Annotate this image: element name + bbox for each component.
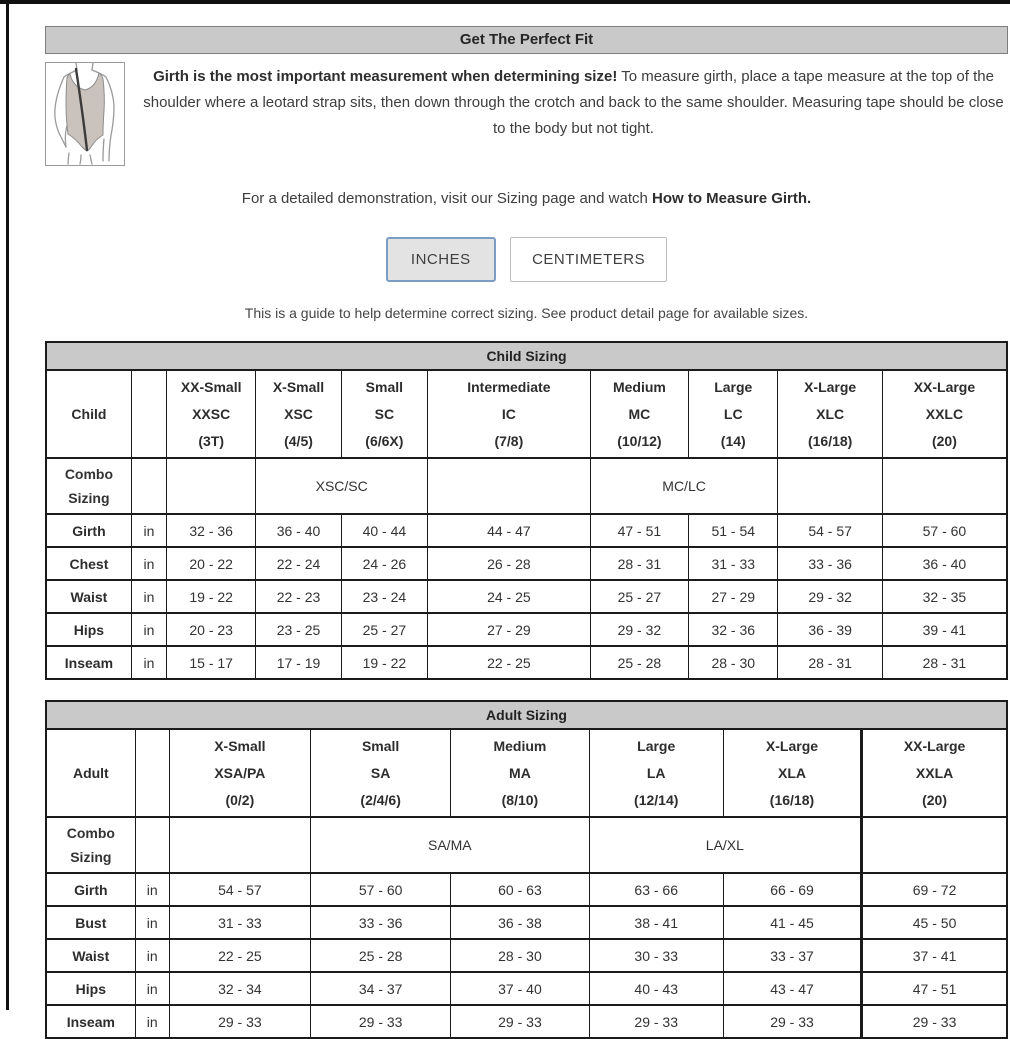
combo-size-value: LA/XL: [589, 817, 862, 873]
measurement-value: 31 - 33: [169, 906, 310, 939]
measurement-value: 29 - 33: [451, 1005, 589, 1038]
girth-instructions-bold: Girth is the most important measurement when determining size!: [153, 68, 618, 85]
measurement-label: Inseam: [46, 646, 131, 679]
combo-sizing-label: Combo Sizing: [46, 817, 135, 873]
adult-group-label: Adult: [46, 729, 135, 817]
measurement-label: Girth: [46, 514, 131, 547]
combo-size-value: MC/LC: [590, 458, 778, 514]
measurement-value: 29 - 33: [589, 1005, 723, 1038]
combo-sizing-label: Combo Sizing: [46, 458, 131, 514]
measurement-label: Girth: [46, 873, 135, 906]
adult-table-title-row: [46, 701, 1007, 729]
measurement-value: 28 - 30: [689, 646, 778, 679]
size-header: Medium MA (8/10): [451, 729, 589, 817]
measurement-value: 36 - 40: [882, 547, 1007, 580]
measurement-value: 54 - 57: [169, 873, 310, 906]
child-size-header-row: [46, 370, 1007, 458]
adult-row-hips: [46, 972, 1007, 1005]
child-row-waist: [46, 580, 1007, 613]
child-sizing-table-container: [45, 341, 1008, 680]
measurement-value: 37 - 40: [451, 972, 589, 1005]
sizing-guide-page: [45, 26, 1008, 1039]
measurement-value: 69 - 72: [862, 873, 1007, 906]
measurement-value: 28 - 30: [451, 939, 589, 972]
girth-instructions-rest: To measure girth, place a tape measure at the top of the shoulder where a leotard strap sits, then down through the crotch and back to the same shoulder. Measuring tape should be close to the body but not tight.: [143, 68, 1004, 137]
measurement-value: 28 - 31: [882, 646, 1007, 679]
child-table-title-row: [46, 342, 1007, 370]
measurement-value: 57 - 60: [311, 873, 451, 906]
child-table-title: Child Sizing: [46, 342, 1007, 370]
measurement-label: Waist: [46, 580, 131, 613]
measurement-value: 33 - 37: [723, 939, 861, 972]
size-header: Small SA (2/4/6): [311, 729, 451, 817]
sizing-note: This is a guide to help determine correct sizing. See product detail page for available sizes.: [244, 305, 809, 321]
measurement-label: Chest: [46, 547, 131, 580]
demo-instructions: [45, 190, 1008, 207]
measurement-label: Inseam: [46, 1005, 135, 1038]
child-row-chest: [46, 547, 1007, 580]
measurement-value: 36 - 38: [451, 906, 589, 939]
adult-sizing-table: [45, 700, 1008, 1039]
measurement-value: 38 - 41: [589, 906, 723, 939]
measurement-value: 66 - 69: [723, 873, 861, 906]
child-combo-sizing-row: [46, 458, 1007, 514]
leotard-girth-diagram: [45, 62, 125, 166]
measurement-value: 41 - 45: [723, 906, 861, 939]
unit-column-header: [131, 370, 166, 458]
measurement-value: 40 - 43: [589, 972, 723, 1005]
measurement-value: 51 - 54: [689, 514, 778, 547]
measurement-value: 37 - 41: [862, 939, 1007, 972]
combo-empty-cell: [428, 458, 591, 514]
adult-combo-sizing-row: [46, 817, 1007, 873]
unit-cell: in: [131, 514, 166, 547]
size-header: X-Small XSC (4/5): [256, 370, 341, 458]
measurement-value: 30 - 33: [589, 939, 723, 972]
combo-empty-cell: [778, 458, 882, 514]
measurement-value: 25 - 28: [590, 646, 688, 679]
measurement-value: 25 - 27: [341, 613, 427, 646]
size-header: Large LC (14): [689, 370, 778, 458]
left-border-strip: [6, 4, 9, 1010]
child-sizing-table: [45, 341, 1008, 680]
measurement-value: 44 - 47: [428, 514, 591, 547]
unit-cell: in: [135, 1005, 169, 1038]
measurement-value: 33 - 36: [778, 547, 882, 580]
centimeters-button[interactable]: CENTIMETERS: [510, 237, 667, 282]
size-header: Intermediate IC (7/8): [428, 370, 591, 458]
adult-row-girth: [46, 873, 1007, 906]
measurement-value: 17 - 19: [256, 646, 341, 679]
measurement-value: 47 - 51: [590, 514, 688, 547]
unit-column-header: [135, 729, 169, 817]
measurement-value: 20 - 22: [166, 547, 255, 580]
combo-empty-cell: [862, 817, 1007, 873]
measurement-value: 29 - 32: [590, 613, 688, 646]
measurement-value: 27 - 29: [689, 580, 778, 613]
measurement-value: 32 - 36: [689, 613, 778, 646]
measurement-value: 25 - 27: [590, 580, 688, 613]
measurement-value: 22 - 23: [256, 580, 341, 613]
page-title: Get The Perfect Fit: [45, 26, 1008, 54]
measurement-value: 26 - 28: [428, 547, 591, 580]
measurement-value: 60 - 63: [451, 873, 589, 906]
child-row-girth: [46, 514, 1007, 547]
measurement-value: 22 - 24: [256, 547, 341, 580]
unit-cell: in: [131, 580, 166, 613]
leotard-figure-icon: [46, 63, 124, 165]
measurement-value: 27 - 29: [428, 613, 591, 646]
adult-table-title: Adult Sizing: [46, 701, 1007, 729]
measurement-value: 32 - 35: [882, 580, 1007, 613]
top-border-strip: [0, 0, 1010, 4]
measurement-value: 15 - 17: [166, 646, 255, 679]
unit-cell: [135, 817, 169, 873]
measurement-label: Hips: [46, 613, 131, 646]
size-header: XX-Large XXLA (20): [862, 729, 1007, 817]
measurement-value: 32 - 34: [169, 972, 310, 1005]
measurement-value: 29 - 33: [169, 1005, 310, 1038]
adult-sizing-table-container: [45, 700, 1008, 1039]
size-header: Medium MC (10/12): [590, 370, 688, 458]
unit-cell: in: [135, 939, 169, 972]
measurement-value: 57 - 60: [882, 514, 1007, 547]
girth-instructions: [125, 62, 1008, 166]
size-header: Small SC (6/6X): [341, 370, 427, 458]
unit-cell: in: [135, 906, 169, 939]
inches-button[interactable]: INCHES: [386, 237, 496, 282]
demo-instructions-text: For a detailed demonstration, visit our Sizing page and watch: [241, 190, 653, 207]
measurement-value: 40 - 44: [341, 514, 427, 547]
unit-cell: in: [131, 613, 166, 646]
measurement-value: 29 - 32: [778, 580, 882, 613]
measurement-value: 54 - 57: [778, 514, 882, 547]
measurement-value: 28 - 31: [778, 646, 882, 679]
size-header: X-Small XSA/PA (0/2): [169, 729, 310, 817]
measurement-value: 63 - 66: [589, 873, 723, 906]
measurement-value: 19 - 22: [166, 580, 255, 613]
unit-cell: in: [131, 646, 166, 679]
girth-intro-section: [45, 62, 1008, 166]
measurement-value: 43 - 47: [723, 972, 861, 1005]
size-header: X-Large XLA (16/18): [723, 729, 861, 817]
adult-row-waist: [46, 939, 1007, 972]
measurement-value: 29 - 33: [862, 1005, 1007, 1038]
measurement-value: 23 - 24: [341, 580, 427, 613]
measurement-value: 36 - 40: [256, 514, 341, 547]
child-row-inseam: [46, 646, 1007, 679]
measurement-value: 36 - 39: [778, 613, 882, 646]
unit-cell: in: [135, 972, 169, 1005]
measurement-value: 23 - 25: [256, 613, 341, 646]
measurement-value: 47 - 51: [862, 972, 1007, 1005]
measurement-value: 20 - 23: [166, 613, 255, 646]
combo-empty-cell: [882, 458, 1007, 514]
combo-size-value: XSC/SC: [256, 458, 428, 514]
measurement-value: 34 - 37: [311, 972, 451, 1005]
child-group-label: Child: [46, 370, 131, 458]
measurement-value: 22 - 25: [169, 939, 310, 972]
size-header: X-Large XLC (16/18): [778, 370, 882, 458]
demo-instructions-bold: How to Measure Girth.: [652, 190, 812, 207]
measurement-value: 29 - 33: [311, 1005, 451, 1038]
measurement-value: 19 - 22: [341, 646, 427, 679]
combo-empty-cell: [166, 458, 255, 514]
combo-empty-cell: [169, 817, 310, 873]
measurement-value: 25 - 28: [311, 939, 451, 972]
unit-cell: in: [135, 873, 169, 906]
measurement-value: 28 - 31: [590, 547, 688, 580]
measurement-value: 24 - 26: [341, 547, 427, 580]
measurement-value: 29 - 33: [723, 1005, 861, 1038]
measurement-label: Hips: [46, 972, 135, 1005]
measurement-value: 32 - 36: [166, 514, 255, 547]
child-row-hips: [46, 613, 1007, 646]
measurement-value: 22 - 25: [428, 646, 591, 679]
measurement-value: 45 - 50: [862, 906, 1007, 939]
unit-cell: [131, 458, 166, 514]
unit-cell: in: [131, 547, 166, 580]
measurement-value: 31 - 33: [689, 547, 778, 580]
measurement-value: 39 - 41: [882, 613, 1007, 646]
size-header: Large LA (12/14): [589, 729, 723, 817]
size-header: XX-Small XXSC (3T): [166, 370, 255, 458]
measurement-label: Waist: [46, 939, 135, 972]
measurement-value: 33 - 36: [311, 906, 451, 939]
unit-toggle: [45, 237, 1008, 282]
adult-size-header-row: [46, 729, 1007, 817]
measurement-label: Bust: [46, 906, 135, 939]
combo-size-value: SA/MA: [311, 817, 590, 873]
size-header: XX-Large XXLC (20): [882, 370, 1007, 458]
measurement-value: 24 - 25: [428, 580, 591, 613]
adult-row-bust: [46, 906, 1007, 939]
